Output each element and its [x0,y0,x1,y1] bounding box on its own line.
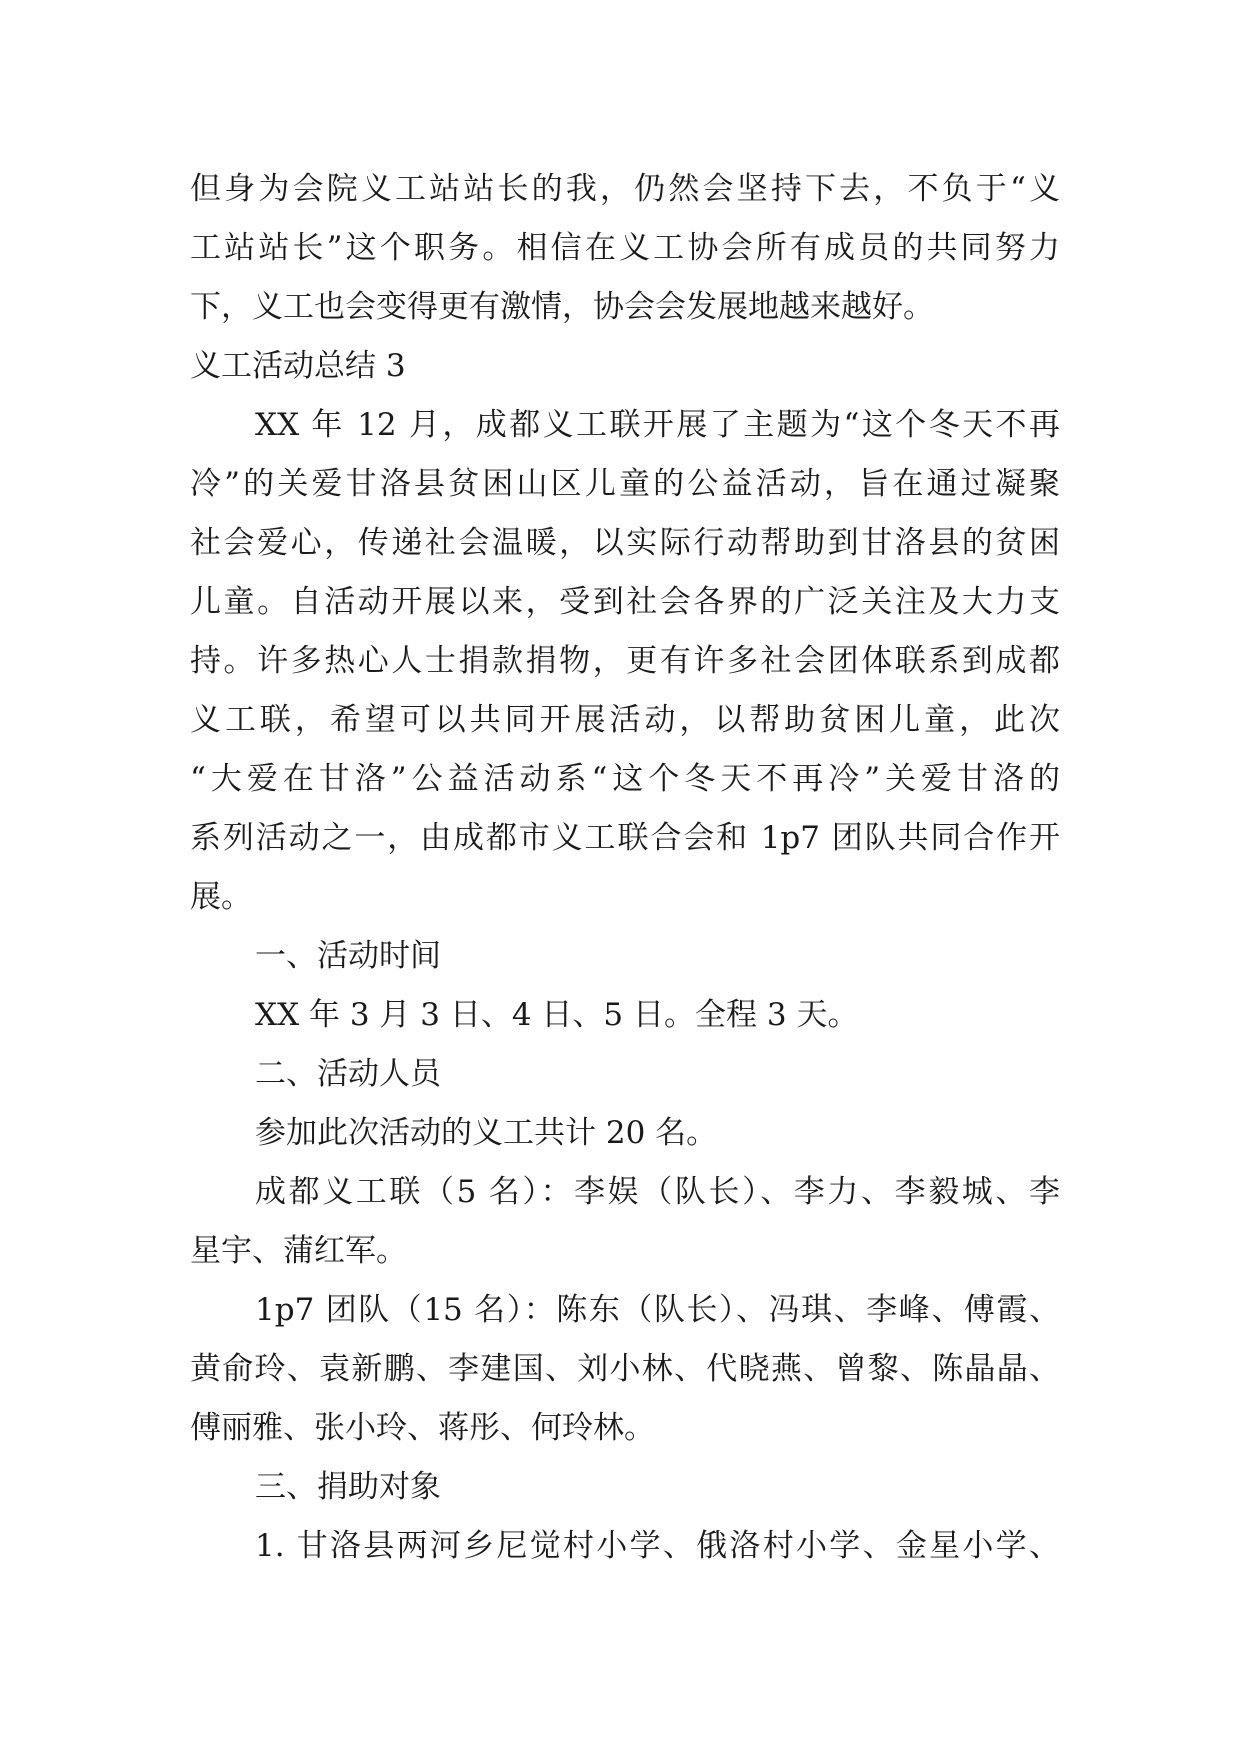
subheading: 一、活动时间 [255,938,441,974]
subheading: 三、捐助对象 [255,1469,441,1505]
document-body [190,160,1060,1576]
text-line: 持。许多热心人士捐款捐物，更有许多社会团体联系到成都 [190,643,1060,679]
text-line: 成都义工联（5 名）：李娱（队长）、李力、李毅城、李 [255,1174,1060,1210]
text-line: 下，义工也会变得更有激情，协会会发展地越来越好。 [190,289,934,325]
text-line: 义工联，希望可以共同开展活动，以帮助贫困儿童，此次 [190,702,1060,738]
text-line: 1. 甘洛县两河乡尼觉村小学、俄洛村小学、金星小学、 [255,1528,1060,1564]
text-line: “大爱在甘洛”公益活动系“这个冬天不再冷”关爱甘洛的 [190,761,1060,797]
text-line: XX 年 3 月 3 日、4 日、5 日。全程 3 天。 [255,997,859,1033]
text-line: 傅丽雅、张小玲、蒋彤、何玲林。 [190,1410,655,1446]
text-line: 1p7 团队（15 名）：陈东（队长）、冯琪、李峰、傅霞、 [255,1292,1060,1328]
text-line: 但身为会院义工站站长的我，仍然会坚持下去，不负于“义 [190,171,1060,207]
text-line: 参加此次活动的义工共计 20 名。 [255,1115,718,1151]
subheading: 二、活动人员 [255,1056,441,1092]
text-line: 工站站长”这个职务。相信在义工协会所有成员的共同努力 [190,230,1060,266]
text-line: 黄俞玲、袁新鹏、李建国、刘小林、代晓燕、曾黎、陈晶晶、 [190,1351,1060,1387]
text-line: XX 年 12 月，成都义工联开展了主题为“这个冬天不再 [255,407,1060,443]
text-line: 儿童。自活动开展以来，受到社会各界的广泛关注及大力支 [190,584,1060,620]
text-line: 社会爱心，传递社会温暖，以实际行动帮助到甘洛县的贫困 [190,525,1060,561]
text-line: 系列活动之一，由成都市义工联合会和 1p7 团队共同合作开 [190,820,1060,856]
text-line: 展。 [190,879,252,915]
text-line: 冷”的关爱甘洛县贫困山区儿童的公益活动，旨在通过凝聚 [190,466,1060,502]
section-heading: 义工活动总结 3 [190,348,406,384]
text-line: 星宇、蒲红军。 [190,1233,407,1269]
